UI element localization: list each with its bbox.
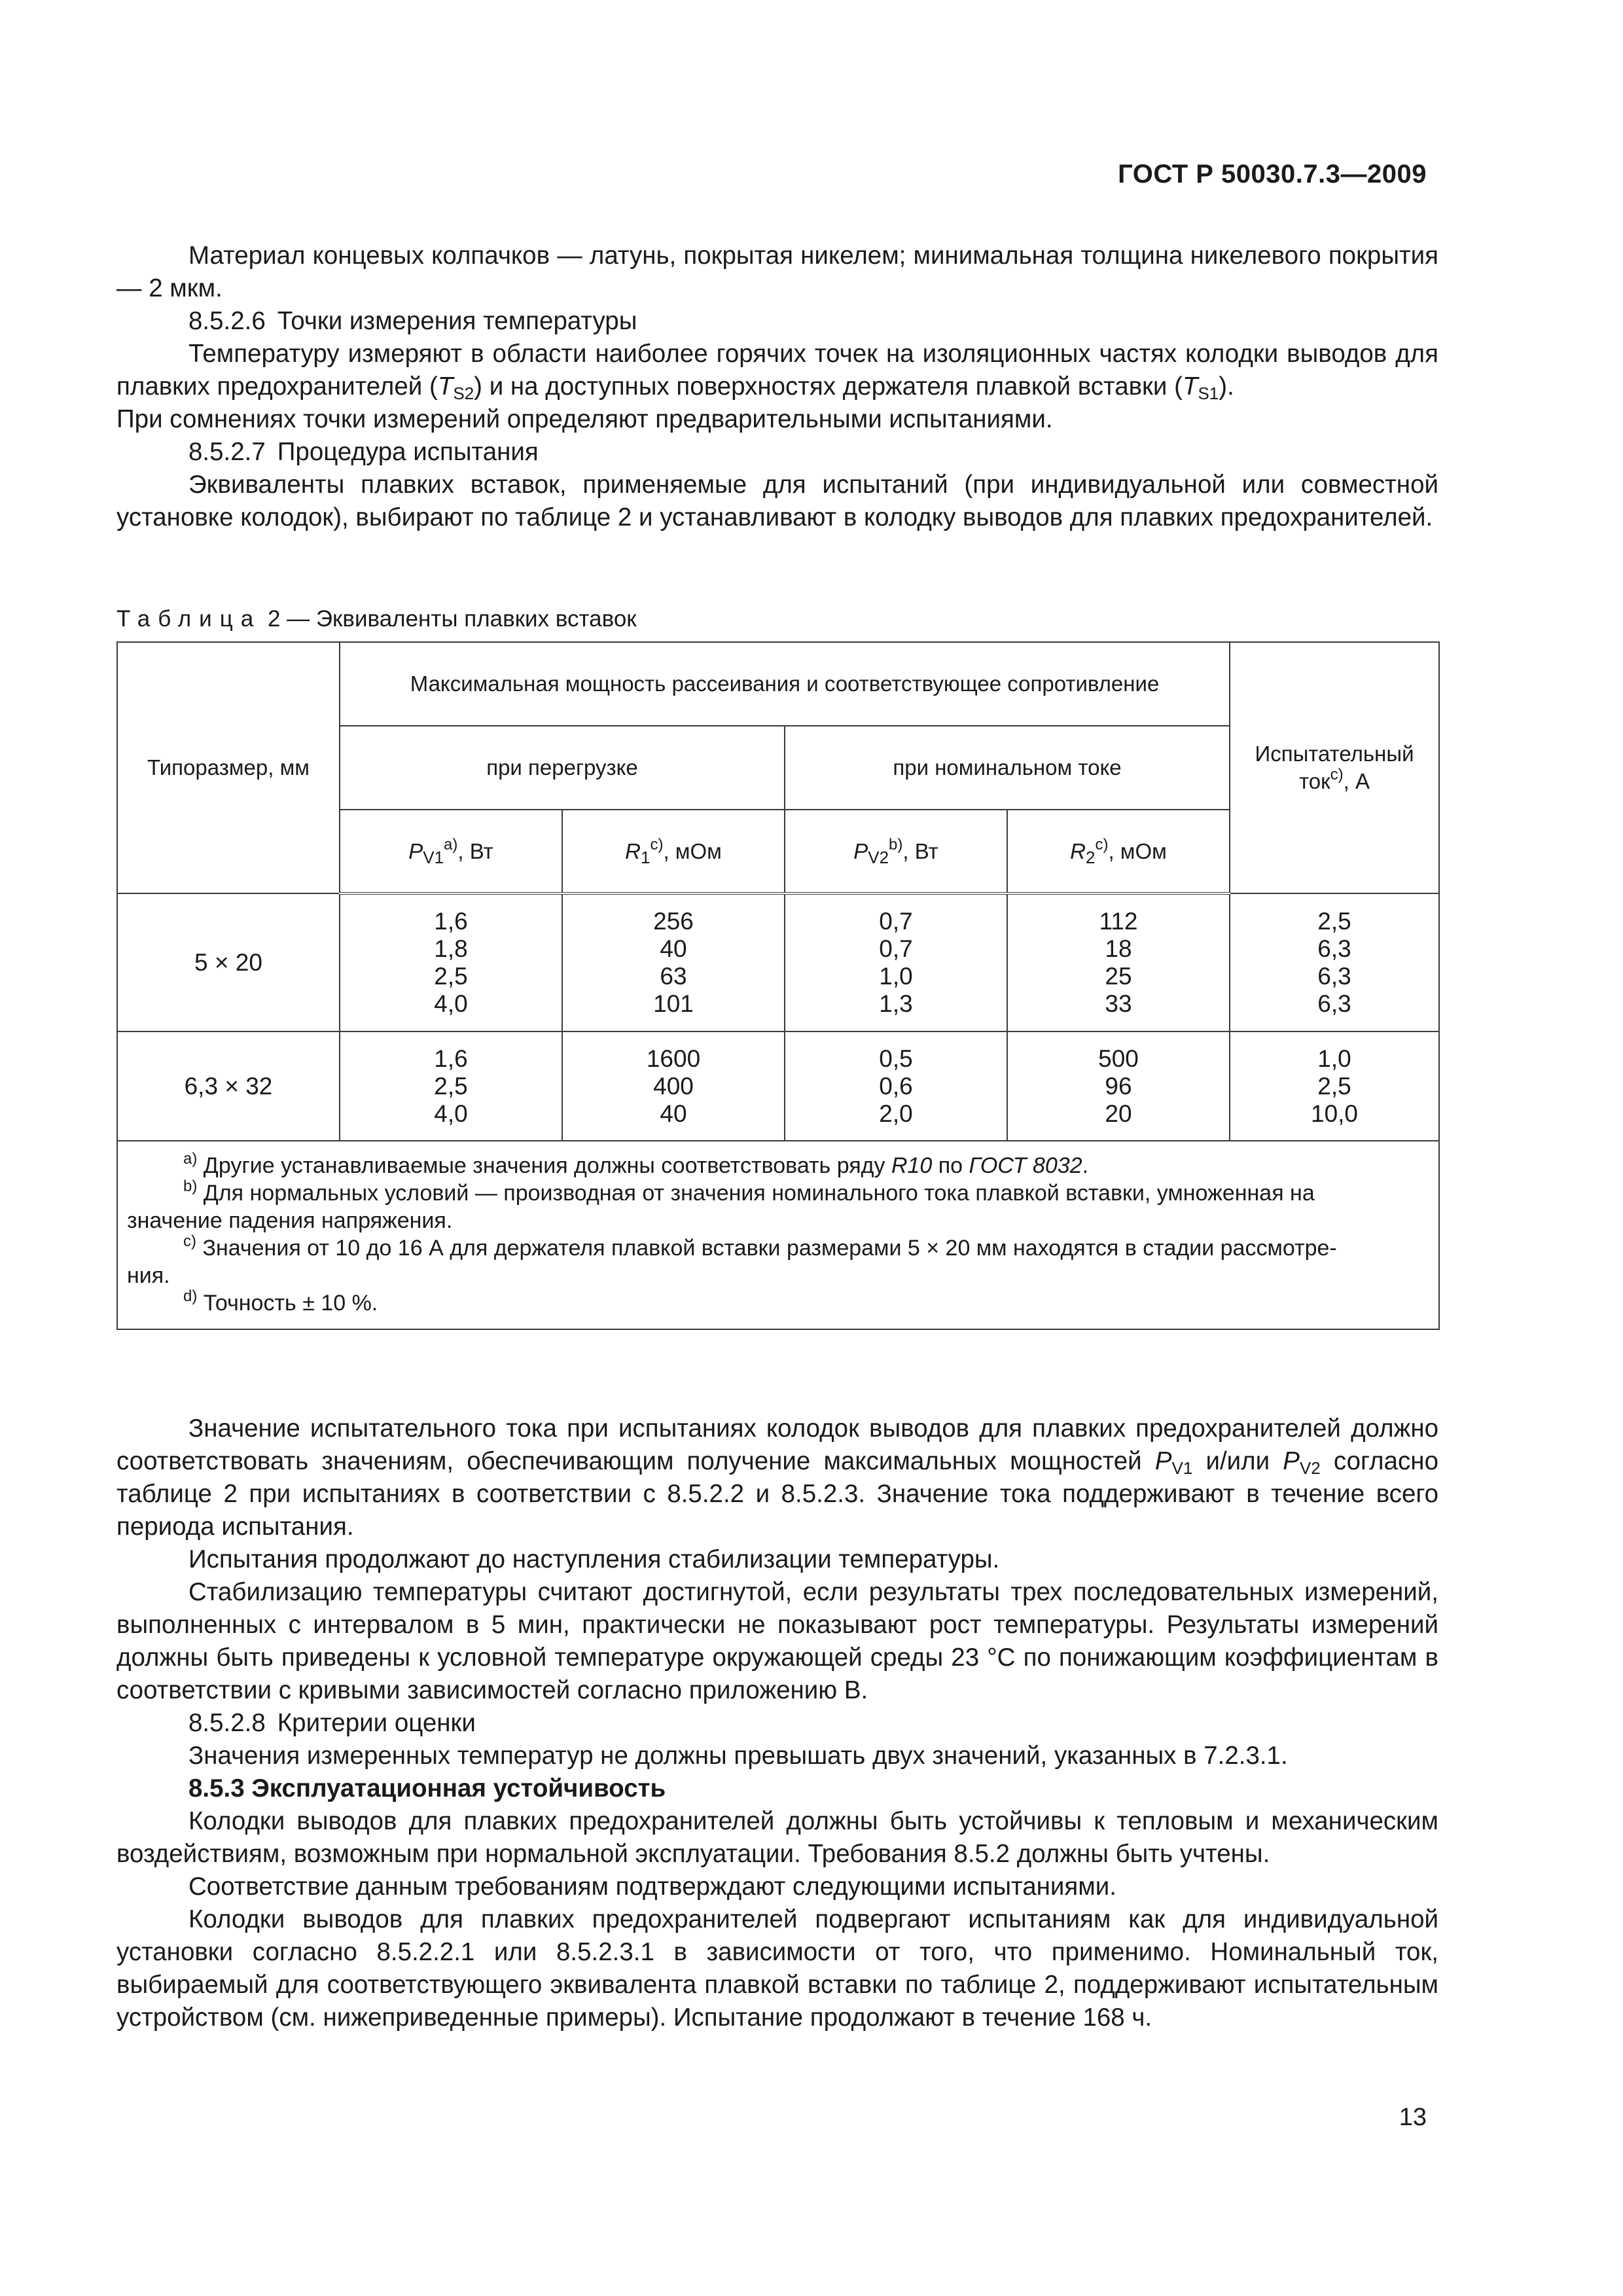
footnote-mark: a)	[183, 1150, 198, 1168]
subscript: S1	[1198, 384, 1219, 403]
clause-number: 8.5.2.6	[188, 307, 266, 335]
value: 1,8	[434, 935, 468, 962]
footnote-mark: b)	[889, 835, 903, 853]
symbol: P	[1154, 1447, 1172, 1475]
unit: , мОм	[1108, 838, 1167, 863]
symbol: P	[408, 838, 423, 863]
value: 4,0	[434, 990, 468, 1017]
table-row	[117, 893, 1439, 1031]
value: 1,6	[434, 908, 468, 935]
footnote-mark: c)	[1095, 835, 1109, 853]
footnote-mark: b)	[183, 1177, 198, 1195]
value: 0,6	[879, 1072, 913, 1100]
value: 6,3	[1317, 962, 1351, 990]
footnote-c	[127, 1234, 1429, 1262]
header-pv2	[785, 810, 1007, 893]
cell-pv2	[785, 893, 1007, 1031]
subscript: V1	[423, 847, 444, 867]
footnote-mark: c)	[183, 1232, 196, 1250]
text-run: Значение испытательного тока при испытаниях колодок выводов для плавких предохранителей должно соответствовать значениям, обеспечивающим получение максимальных мощностей	[116, 1414, 1438, 1475]
paragraph-preliminary-tests: При сомнениях точки измерений определяют предварительными испытаниями.	[116, 405, 1053, 433]
symbol: R	[625, 838, 641, 863]
footnote-ref: ГОСТ 8032	[969, 1153, 1082, 1178]
subscript: V2	[1299, 1458, 1321, 1478]
value: 1600	[646, 1045, 701, 1072]
subscript: 2	[1086, 847, 1096, 867]
footnote-c-cont: ния.	[127, 1263, 170, 1288]
symbol: T	[437, 372, 454, 401]
subscript: S2	[453, 384, 474, 403]
value: 2,5	[1317, 1072, 1351, 1100]
value: 400	[653, 1072, 694, 1100]
header-test-current	[1230, 642, 1439, 893]
clause-number: 8.5.2.8	[188, 1709, 266, 1737]
value: 0,7	[879, 908, 913, 935]
paragraph-conformity: Соответствие данным требованиям подтверждают следующими испытаниями.	[188, 1873, 1116, 1901]
subscript: V2	[868, 847, 889, 867]
cell-size: 5 × 20	[117, 893, 340, 1031]
table-footnotes	[117, 1141, 1439, 1329]
cell-r1	[562, 1031, 785, 1141]
top-text-block	[116, 240, 1438, 534]
paragraph-durability: Колодки выводов для плавких предохранителей должны быть устойчивы к тепловым и механическим воздействиям, возможным при нормальной эксплуатации. Требования 8.5.2 должны быть учтены.	[116, 1807, 1438, 1868]
header-r2	[1007, 810, 1230, 893]
footnote-text: Другие устанавливаемые значения должны соответствовать ряду	[197, 1153, 891, 1178]
unit: , мОм	[663, 838, 722, 863]
caption-title: 2 — Эквиваленты плавких вставок	[267, 606, 637, 632]
value: 33	[1105, 990, 1132, 1017]
symbol: P	[853, 838, 868, 863]
paragraph-test-current	[116, 1412, 1438, 1543]
subscript: 1	[640, 847, 651, 867]
cell-current	[1230, 1031, 1439, 1141]
value: 500	[1098, 1045, 1139, 1072]
value: 4,0	[434, 1100, 468, 1127]
clause-8-5-2-8	[116, 1707, 1438, 1740]
clause-title: Процедура испытания	[277, 438, 539, 466]
header-nominal: при номинальном токе	[785, 726, 1230, 810]
document-header: ГОСТ Р 50030.7.3—2009	[1118, 160, 1427, 188]
header-size: Типоразмер, мм	[117, 642, 340, 893]
footnote-mark: c)	[1330, 766, 1344, 783]
text-run: согласно таблице 2 при испытаниях в соответствии с 8.5.2.2 и 8.5.2.3. Значение тока поддерживают в течение всего периода испытания.	[116, 1447, 1438, 1541]
header-text: Испытательный ток	[1255, 742, 1414, 793]
value: 1,6	[434, 1045, 468, 1072]
footnote-b	[127, 1179, 1429, 1207]
footnote-mark: a)	[444, 835, 458, 853]
symbol: R	[1070, 838, 1086, 863]
cell-r2	[1007, 1031, 1230, 1141]
footnote-ref: R10	[891, 1153, 933, 1178]
value: 18	[1105, 935, 1132, 962]
footnote-b-cont: значение падения напряжения.	[127, 1208, 453, 1233]
footnote-text: по	[932, 1153, 969, 1178]
footnote-text: Для нормальных условий — производная от значения номинального тока плавкой вставки, умноженная на	[197, 1181, 1315, 1206]
value: 0,5	[879, 1045, 913, 1072]
unit: , Вт	[457, 838, 493, 863]
text-run: и/или	[1192, 1447, 1283, 1475]
cell-current	[1230, 893, 1439, 1031]
section-8-5-3-heading: 8.5.3 Эксплуатационная устойчивость	[188, 1774, 666, 1803]
text-run: ).	[1219, 372, 1234, 401]
text-run: Температуру измеряют в области наиболее горячих точек на изоляционных частях колодки выводов для плавких предохранителей (	[116, 340, 1438, 401]
value: 20	[1105, 1100, 1132, 1127]
symbol: T	[1182, 372, 1198, 401]
paragraph-continue-tests: Испытания продолжают до наступления стабилизации температуры.	[188, 1545, 1000, 1573]
value: 40	[660, 1100, 687, 1127]
value: 2,5	[434, 963, 468, 990]
paragraph-criteria: Значения измеренных температур не должны превышать двух значений, указанных в 7.2.3.1.	[188, 1742, 1288, 1770]
symbol: P	[1283, 1447, 1300, 1475]
paragraph-168h: Колодки выводов для плавких предохранителей подвергают испытаниям как для индивидуальной установки согласно 8.5.2.2.1 или 8.5.2.3.1 в зависимости от того, что применимо. Номинальный ток, выбираемый для соответствующего эквивалента плавкой вставки по таблице 2, поддерживают испытательным устройством (см. нижеприведенные примеры). Испытание продолжают в течение 168 ч.	[116, 1905, 1438, 2032]
value: 2,5	[434, 1072, 468, 1100]
value: 1,0	[879, 963, 913, 990]
value: 101	[653, 990, 694, 1017]
value: 1,3	[879, 990, 913, 1017]
cell-r1	[562, 893, 785, 1031]
footnote-a	[127, 1152, 1429, 1179]
footnote-text: Значения от 10 до 16 А для держателя плавкой вставки размерами 5 × 20 мм находятся в стадии рассмотре-	[196, 1236, 1337, 1261]
paragraph-stabilization: Стабилизацию температуры считают достигнутой, если результаты трех последовательных измерений, выполненных с интервалом в 5 мин, практически не показывают рост температуры. Результаты измерений должны быть приведены к условной температуре окружающей среды 23 °С по понижающим коэффициентам в соответствии с кривыми зависимостей согласно приложению В.	[116, 1578, 1438, 1704]
header-max-power: Максимальная мощность рассеивания и соответствующее сопротивление	[340, 642, 1230, 726]
header-overload: при перегрузке	[340, 726, 785, 810]
value: 10,0	[1311, 1100, 1359, 1127]
cell-pv1	[340, 1031, 562, 1141]
clause-8-5-2-7	[116, 436, 1438, 469]
footnote-mark: d)	[183, 1287, 198, 1305]
value: 25	[1105, 963, 1132, 990]
header-r1	[562, 810, 785, 893]
cell-r2	[1007, 893, 1230, 1031]
value: 0,7	[879, 935, 913, 962]
value: 96	[1105, 1072, 1132, 1100]
value: 2,0	[879, 1100, 913, 1127]
footnote-text: Точность ± 10 %.	[197, 1291, 378, 1316]
cell-pv1	[340, 893, 562, 1031]
table-caption	[116, 605, 637, 634]
caption-word: Таблица	[116, 606, 262, 632]
clause-title: Точки измерения температуры	[277, 307, 637, 335]
clause-8-5-2-6	[116, 305, 1438, 338]
page-number: 13	[1399, 2104, 1427, 2131]
paragraph-fuse-equivalents: Эквиваленты плавких вставок, применяемые для испытаний (при индивидуальной или совместной установке колодок), выбирают по таблице 2 и устанавливают в колодку выводов для плавких предохранителей.	[116, 471, 1438, 531]
subscript: V1	[1171, 1458, 1193, 1478]
value: 2,5	[1317, 907, 1351, 935]
value: 6,3	[1317, 990, 1351, 1017]
value: 112	[1099, 908, 1138, 935]
fuse-equivalents-table	[116, 641, 1440, 1330]
value: 40	[660, 935, 687, 962]
table-row	[117, 1031, 1439, 1141]
bottom-text-block	[116, 1412, 1438, 2034]
value: 1,0	[1317, 1045, 1351, 1072]
clause-title: Критерии оценки	[277, 1709, 476, 1737]
value: 63	[660, 963, 687, 990]
value: 6,3	[1317, 935, 1351, 962]
text-run: ) и на доступных поверхностях держателя плавкой вставки (	[474, 372, 1183, 401]
clause-number: 8.5.2.7	[188, 438, 266, 466]
footnote-text: .	[1082, 1153, 1089, 1178]
cell-size: 6,3 × 32	[117, 1031, 340, 1141]
unit: , Вт	[902, 838, 938, 863]
footnote-d	[127, 1289, 1429, 1317]
footnote-mark: c)	[650, 835, 664, 853]
cell-pv2	[785, 1031, 1007, 1141]
header-pv1	[340, 810, 562, 893]
paragraph-end-caps: Материал концевых колпачков — латунь, покрытая никелем; минимальная толщина никелевого покрытия — 2 мкм.	[116, 242, 1438, 302]
paragraph-temperature-points	[116, 338, 1438, 403]
header-unit: , А	[1343, 769, 1370, 793]
value: 256	[653, 908, 694, 935]
